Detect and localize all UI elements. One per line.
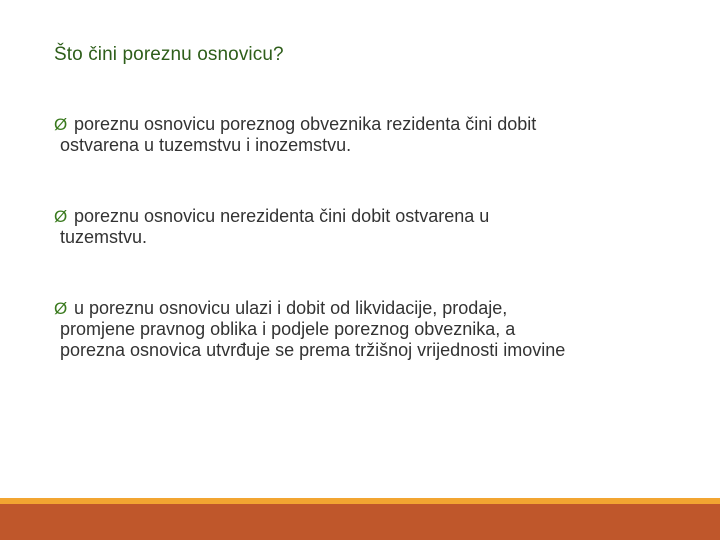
bullet-text-line: tuzemstvu. bbox=[60, 227, 148, 247]
arrow-bullet-icon: Ø bbox=[54, 115, 68, 134]
bullet-item bbox=[54, 206, 694, 248]
bullet-item bbox=[54, 114, 694, 156]
slide-title: Što čini poreznu osnovicu? bbox=[54, 44, 284, 65]
footer-accent-bar bbox=[0, 504, 720, 540]
bullet-text-line: poreznu osnovicu poreznog obveznika rezidenta čini dobit bbox=[74, 114, 537, 134]
arrow-bullet-icon: Ø bbox=[54, 299, 68, 318]
bullet-text-line: poreznu osnovicu nerezidenta čini dobit ostvarena u bbox=[74, 206, 490, 226]
bullet-text-line: u poreznu osnovicu ulazi i dobit od likvidacije, prodaje, bbox=[74, 298, 508, 318]
arrow-bullet-icon: Ø bbox=[54, 207, 68, 226]
bullet-text-line: porezna osnovica utvrđuje se prema tržišnoj vrijednosti imovine bbox=[60, 340, 566, 360]
bullet-text-line: promjene pravnog oblika i podjele poreznog obveznika, a bbox=[60, 319, 516, 339]
bullet-text-line: ostvarena u tuzemstvu i inozemstvu. bbox=[60, 135, 352, 155]
bullet-item bbox=[54, 298, 694, 361]
